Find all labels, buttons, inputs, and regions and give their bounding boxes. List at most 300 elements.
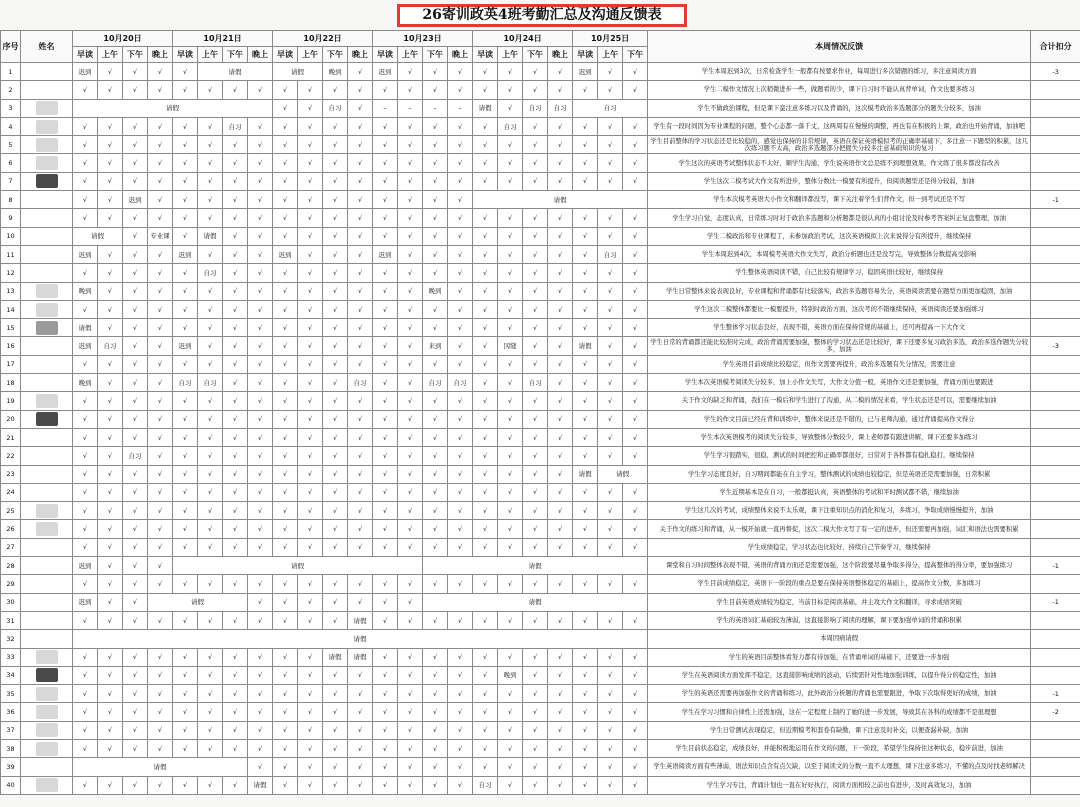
- attendance-cell: √: [398, 575, 423, 593]
- attendance-cell: √: [548, 648, 573, 666]
- attendance-cell: √: [98, 538, 123, 556]
- attendance-cell: 自习: [173, 374, 198, 392]
- weekly-feedback: 学生本次模考英语大小作文和翻译都没写，课下关注着学生们背作文，但一到考试还是不写: [648, 191, 1031, 209]
- attendance-cell: √: [323, 191, 348, 209]
- attendance-cell: √: [473, 136, 498, 154]
- attendance-cell: √: [448, 355, 473, 373]
- attendance-cell: √: [198, 648, 223, 666]
- attendance-cell: √: [298, 410, 323, 428]
- attendance-cell: √: [373, 721, 398, 739]
- redaction-blur: [36, 321, 58, 335]
- attendance-cell: √: [598, 575, 623, 593]
- attendance-cell: –: [398, 99, 423, 117]
- table-row: [1, 410, 1080, 428]
- attendance-cell: √: [123, 117, 148, 135]
- attendance-cell: √: [98, 264, 123, 282]
- attendance-cell: 请假: [73, 319, 98, 337]
- attendance-cell: √: [473, 154, 498, 172]
- redaction-blur: [36, 357, 58, 371]
- attendance-cell: √: [98, 355, 123, 373]
- attendance-cell: 自习: [598, 245, 623, 263]
- attendance-cell: √: [298, 227, 323, 245]
- slot-header: 上午: [498, 47, 523, 63]
- attendance-cell: √: [548, 392, 573, 410]
- slot-header: 早读: [573, 47, 598, 63]
- attendance-cell: 请假: [73, 227, 123, 245]
- attendance-cell: √: [223, 739, 248, 757]
- attendance-cell: √: [273, 374, 298, 392]
- row-number: 32: [1, 630, 21, 648]
- date-header: 10月25日: [573, 31, 648, 47]
- attendance-cell: √: [373, 392, 398, 410]
- attendance-cell: √: [273, 721, 298, 739]
- attendance-cell: √: [123, 538, 148, 556]
- attendance-cell: √: [398, 374, 423, 392]
- attendance-cell: 迟到: [273, 245, 298, 263]
- attendance-cell: √: [98, 648, 123, 666]
- attendance-cell: 请假: [573, 465, 598, 483]
- attendance-cell: √: [198, 520, 223, 538]
- attendance-cell: 自习: [573, 99, 648, 117]
- attendance-cell: √: [523, 611, 548, 629]
- attendance-cell: 自习: [198, 374, 223, 392]
- attendance-cell: √: [398, 593, 423, 611]
- row-number: 36: [1, 703, 21, 721]
- attendance-cell: √: [323, 154, 348, 172]
- attendance-cell: √: [523, 538, 548, 556]
- total-deduction: [1031, 117, 1080, 135]
- attendance-cell: √: [198, 739, 223, 757]
- attendance-cell: 专业课: [148, 227, 173, 245]
- attendance-cell: √: [598, 758, 623, 776]
- attendance-cell: √: [423, 428, 448, 446]
- attendance-cell: √: [73, 154, 98, 172]
- attendance-cell: √: [298, 575, 323, 593]
- attendance-cell: √: [523, 319, 548, 337]
- attendance-cell: √: [623, 447, 648, 465]
- attendance-cell: √: [273, 209, 298, 227]
- attendance-cell: √: [348, 355, 373, 373]
- attendance-cell: √: [248, 209, 273, 227]
- attendance-cell: √: [98, 209, 123, 227]
- attendance-cell: √: [273, 99, 298, 117]
- attendance-cell: √: [598, 154, 623, 172]
- attendance-cell: √: [498, 300, 523, 318]
- attendance-cell: √: [548, 703, 573, 721]
- attendance-cell: √: [523, 63, 548, 81]
- attendance-cell: √: [498, 520, 523, 538]
- attendance-cell: √: [148, 300, 173, 318]
- total-deduction: -3: [1031, 337, 1080, 355]
- attendance-cell: 晚到: [498, 666, 523, 684]
- attendance-cell: √: [223, 410, 248, 428]
- attendance-cell: √: [298, 300, 323, 318]
- row-number: 18: [1, 374, 21, 392]
- attendance-cell: √: [123, 245, 148, 263]
- total-deduction: [1031, 99, 1080, 117]
- attendance-cell: √: [473, 685, 498, 703]
- row-number: 9: [1, 209, 21, 227]
- redaction-blur: [36, 559, 58, 573]
- attendance-cell: √: [498, 63, 523, 81]
- attendance-cell: –: [448, 99, 473, 117]
- attendance-cell: √: [273, 136, 298, 154]
- attendance-cell: √: [373, 685, 398, 703]
- weekly-feedback: 学生整体英语阅读不错，自己比较有规律学习，稳固英语比较好，继续保持: [648, 264, 1031, 282]
- attendance-cell: √: [598, 502, 623, 520]
- attendance-cell: √: [98, 81, 123, 99]
- weekly-feedback: 学生在英语阅读方面发挥不稳定，这直接影响成绩的波动，后续需针对性地加强训练，以提升得分的稳定性，加油: [648, 666, 1031, 684]
- attendance-cell: √: [123, 666, 148, 684]
- redaction-blur: [36, 65, 58, 79]
- date-header: 10月23日: [373, 31, 473, 47]
- attendance-cell: √: [198, 685, 223, 703]
- attendance-cell: √: [598, 374, 623, 392]
- attendance-cell: √: [523, 154, 548, 172]
- attendance-cell: √: [373, 428, 398, 446]
- attendance-cell: √: [623, 245, 648, 263]
- total-deduction: [1031, 245, 1080, 263]
- weekly-feedback: 学生的英语还需要再加强作文的背诵和练习，此外政治分析题的背诵也需要跟进，争取下次取得更好的成绩，加油: [648, 685, 1031, 703]
- attendance-cell: √: [198, 282, 223, 300]
- row-number: 23: [1, 465, 21, 483]
- attendance-cell: √: [498, 209, 523, 227]
- attendance-cell: √: [598, 172, 623, 190]
- attendance-cell: √: [273, 300, 298, 318]
- attendance-cell: √: [348, 703, 373, 721]
- attendance-cell: √: [523, 465, 548, 483]
- attendance-cell: √: [573, 575, 598, 593]
- table-row: [1, 191, 1080, 209]
- row-number: 24: [1, 483, 21, 501]
- attendance-cell: √: [73, 136, 98, 154]
- attendance-cell: √: [498, 685, 523, 703]
- attendance-cell: √: [423, 575, 448, 593]
- attendance-cell: √: [148, 63, 173, 81]
- attendance-cell: √: [273, 593, 298, 611]
- attendance-cell: 自习: [123, 447, 148, 465]
- attendance-cell: √: [573, 264, 598, 282]
- attendance-cell: √: [148, 154, 173, 172]
- student-name-redacted: [21, 465, 73, 483]
- attendance-cell: 请假: [473, 191, 648, 209]
- slot-header: 下午: [323, 47, 348, 63]
- attendance-cell: √: [373, 209, 398, 227]
- attendance-cell: √: [623, 575, 648, 593]
- attendance-cell: √: [348, 465, 373, 483]
- attendance-cell: √: [248, 575, 273, 593]
- weekly-feedback: 学生近期基本是在自习，一般都挺认真，英语整体的考试和平时测试都不错，继续加油: [648, 483, 1031, 501]
- attendance-cell: √: [273, 666, 298, 684]
- attendance-cell: √: [498, 355, 523, 373]
- weekly-feedback: 学生有一段时间因为专业课程的问题，整个心态都一落千丈，这两周有在慢慢的调整，再也有在积极的上课，政治也开始背诵，加油吧: [648, 117, 1031, 135]
- attendance-cell: √: [123, 593, 148, 611]
- row-number: 37: [1, 721, 21, 739]
- student-name-redacted: [21, 611, 73, 629]
- attendance-cell: √: [473, 227, 498, 245]
- attendance-cell: √: [248, 520, 273, 538]
- table-row: [1, 172, 1080, 190]
- attendance-cell: √: [598, 666, 623, 684]
- attendance-cell: 请假: [423, 557, 648, 575]
- attendance-cell: √: [298, 337, 323, 355]
- row-number: 16: [1, 337, 21, 355]
- attendance-cell: √: [423, 245, 448, 263]
- student-name-redacted: [21, 428, 73, 446]
- attendance-cell: √: [273, 611, 298, 629]
- attendance-cell: √: [98, 392, 123, 410]
- student-name-redacted: [21, 520, 73, 538]
- row-number: 7: [1, 172, 21, 190]
- attendance-cell: √: [473, 410, 498, 428]
- attendance-cell: √: [423, 721, 448, 739]
- attendance-cell: √: [623, 209, 648, 227]
- slot-header: 早读: [173, 47, 198, 63]
- attendance-cell: √: [323, 209, 348, 227]
- attendance-cell: 请假: [573, 337, 598, 355]
- attendance-cell: √: [248, 191, 273, 209]
- attendance-cell: √: [323, 319, 348, 337]
- attendance-cell: √: [573, 739, 598, 757]
- attendance-cell: √: [298, 721, 323, 739]
- slot-header: 晚上: [348, 47, 373, 63]
- attendance-cell: 请假: [423, 593, 648, 611]
- attendance-cell: √: [198, 502, 223, 520]
- attendance-cell: √: [298, 136, 323, 154]
- weekly-feedback: 学生二模政治和专业课程了，未参加政治考试，这次英语模拟上次来说得分有所提升，继续保持: [648, 227, 1031, 245]
- slot-header: 上午: [98, 47, 123, 63]
- attendance-cell: √: [148, 264, 173, 282]
- attendance-cell: √: [273, 154, 298, 172]
- attendance-cell: √: [98, 63, 123, 81]
- attendance-cell: √: [73, 117, 98, 135]
- attendance-cell: √: [448, 63, 473, 81]
- attendance-cell: √: [548, 264, 573, 282]
- attendance-cell: √: [598, 227, 623, 245]
- total-deduction: [1031, 520, 1080, 538]
- attendance-cell: √: [298, 739, 323, 757]
- attendance-cell: √: [223, 172, 248, 190]
- attendance-cell: √: [623, 355, 648, 373]
- attendance-cell: √: [573, 502, 598, 520]
- attendance-cell: √: [598, 117, 623, 135]
- attendance-cell: √: [573, 172, 598, 190]
- attendance-cell: √: [148, 392, 173, 410]
- attendance-cell: √: [248, 172, 273, 190]
- attendance-cell: √: [498, 374, 523, 392]
- weekly-feedback: 关于作文的缺乏和背诵，我们在一模后和学生进行了沟通，从二模的情况来看，学生状态还是可以，需要继续加油: [648, 392, 1031, 410]
- weekly-feedback: 学生日常测试表现稳定，但近期模考和套卷有缺勤，课下注意及时补交，以便查漏补缺，加油: [648, 721, 1031, 739]
- slot-header: 早读: [373, 47, 398, 63]
- attendance-cell: √: [348, 63, 373, 81]
- attendance-cell: 迟到: [73, 593, 98, 611]
- attendance-cell: √: [148, 337, 173, 355]
- redaction-blur: [36, 266, 58, 280]
- total-deduction: [1031, 355, 1080, 373]
- attendance-cell: √: [498, 81, 523, 99]
- student-name-redacted: [21, 666, 73, 684]
- row-number: 13: [1, 282, 21, 300]
- attendance-cell: √: [398, 191, 423, 209]
- attendance-cell: √: [398, 520, 423, 538]
- attendance-cell: √: [548, 410, 573, 428]
- table-row: [1, 300, 1080, 318]
- table-row: [1, 666, 1080, 684]
- attendance-cell: √: [73, 447, 98, 465]
- attendance-cell: √: [98, 282, 123, 300]
- attendance-cell: √: [173, 282, 198, 300]
- attendance-cell: √: [198, 81, 223, 99]
- attendance-cell: √: [373, 410, 398, 428]
- attendance-cell: √: [298, 611, 323, 629]
- attendance-cell: √: [73, 81, 98, 99]
- attendance-cell: √: [148, 374, 173, 392]
- attendance-cell: √: [173, 666, 198, 684]
- redaction-blur: [36, 120, 58, 134]
- weekly-feedback: 学生本周迟到3次，日常检查学生一般都有按要求作业，每周进行多次错题的练习，多注意阅读方面: [648, 63, 1031, 81]
- attendance-cell: √: [148, 666, 173, 684]
- attendance-cell: √: [573, 410, 598, 428]
- attendance-cell: √: [423, 758, 448, 776]
- attendance-cell: √: [123, 337, 148, 355]
- weekly-feedback: 学生日常整体来说表现良好，专业课程和背诵都有比较落实，政治多选题容易失分，英语阅读需要在题型方面更加稳固，加油: [648, 282, 1031, 300]
- attendance-cell: √: [398, 63, 423, 81]
- total-deduction: [1031, 410, 1080, 428]
- attendance-cell: √: [323, 593, 348, 611]
- attendance-cell: √: [98, 154, 123, 172]
- attendance-cell: √: [598, 209, 623, 227]
- attendance-cell: 请假: [198, 227, 223, 245]
- date-header: 10月20日: [73, 31, 173, 47]
- attendance-cell: √: [548, 483, 573, 501]
- attendance-cell: √: [398, 428, 423, 446]
- attendance-cell: 晚到: [423, 282, 448, 300]
- attendance-cell: √: [448, 264, 473, 282]
- attendance-cell: √: [223, 703, 248, 721]
- table-row: [1, 245, 1080, 263]
- attendance-cell: √: [98, 575, 123, 593]
- student-name-redacted: [21, 81, 73, 99]
- table-row: [1, 81, 1080, 99]
- attendance-cell: √: [298, 520, 323, 538]
- attendance-cell: √: [273, 703, 298, 721]
- attendance-cell: √: [623, 337, 648, 355]
- row-number: 40: [1, 776, 21, 794]
- attendance-cell: √: [548, 209, 573, 227]
- attendance-cell: √: [198, 300, 223, 318]
- attendance-cell: √: [223, 465, 248, 483]
- attendance-cell: √: [148, 739, 173, 757]
- attendance-cell: √: [523, 447, 548, 465]
- student-name-redacted: [21, 355, 73, 373]
- attendance-cell: √: [123, 557, 148, 575]
- attendance-cell: √: [123, 209, 148, 227]
- attendance-cell: √: [623, 703, 648, 721]
- attendance-cell: √: [73, 776, 98, 794]
- attendance-cell: √: [248, 355, 273, 373]
- attendance-cell: √: [298, 593, 323, 611]
- attendance-cell: √: [323, 392, 348, 410]
- attendance-cell: √: [198, 410, 223, 428]
- attendance-cell: √: [498, 410, 523, 428]
- attendance-cell: √: [423, 538, 448, 556]
- attendance-cell: √: [473, 739, 498, 757]
- attendance-cell: √: [223, 136, 248, 154]
- attendance-cell: √: [548, 172, 573, 190]
- attendance-cell: √: [373, 154, 398, 172]
- attendance-cell: √: [573, 520, 598, 538]
- attendance-cell: √: [198, 483, 223, 501]
- attendance-cell: √: [548, 154, 573, 172]
- attendance-cell: √: [248, 447, 273, 465]
- attendance-cell: √: [448, 172, 473, 190]
- row-number: 17: [1, 355, 21, 373]
- attendance-cell: √: [598, 447, 623, 465]
- attendance-cell: √: [123, 428, 148, 446]
- attendance-cell: √: [623, 392, 648, 410]
- attendance-cell: √: [173, 209, 198, 227]
- slot-header: 上午: [598, 47, 623, 63]
- attendance-cell: √: [123, 721, 148, 739]
- attendance-cell: √: [523, 758, 548, 776]
- attendance-cell: √: [323, 520, 348, 538]
- attendance-cell: √: [548, 758, 573, 776]
- attendance-cell: √: [73, 520, 98, 538]
- slot-header: 上午: [198, 47, 223, 63]
- attendance-cell: √: [148, 245, 173, 263]
- attendance-cell: √: [598, 337, 623, 355]
- table-row: [1, 538, 1080, 556]
- attendance-cell: √: [398, 355, 423, 373]
- student-name-redacted: [21, 685, 73, 703]
- attendance-cell: √: [398, 117, 423, 135]
- attendance-cell: 请假: [173, 557, 423, 575]
- attendance-cell: √: [573, 776, 598, 794]
- redaction-blur: [36, 540, 58, 554]
- attendance-cell: √: [123, 739, 148, 757]
- attendance-cell: √: [123, 355, 148, 373]
- weekly-feedback: 学生这次的英语考试整体状态不太好，顺学生沟通，学生说英语作文总是练不到理想效果，作文练了很多都没有改善: [648, 154, 1031, 172]
- attendance-cell: √: [273, 264, 298, 282]
- attendance-cell: √: [173, 154, 198, 172]
- attendance-cell: √: [473, 447, 498, 465]
- slot-header: 早读: [73, 47, 98, 63]
- attendance-cell: √: [373, 227, 398, 245]
- row-number: 22: [1, 447, 21, 465]
- attendance-cell: √: [498, 648, 523, 666]
- attendance-cell: √: [173, 355, 198, 373]
- attendance-cell: √: [473, 319, 498, 337]
- attendance-cell: √: [623, 666, 648, 684]
- attendance-cell: √: [173, 392, 198, 410]
- attendance-table: [0, 30, 1080, 795]
- attendance-cell: √: [298, 99, 323, 117]
- total-deduction: [1031, 81, 1080, 99]
- attendance-cell: √: [448, 209, 473, 227]
- attendance-cell: √: [148, 703, 173, 721]
- attendance-cell: √: [123, 575, 148, 593]
- weekly-feedback: 学生的作文目前已经在背和训练中，整体来说还是不错的，已与老师沟通，通过背诵提高作文得分: [648, 410, 1031, 428]
- date-header: 10月21日: [173, 31, 273, 47]
- attendance-cell: √: [598, 282, 623, 300]
- attendance-cell: √: [523, 355, 548, 373]
- attendance-cell: √: [498, 758, 523, 776]
- attendance-cell: √: [223, 520, 248, 538]
- row-number: 31: [1, 611, 21, 629]
- attendance-cell: √: [298, 447, 323, 465]
- attendance-cell: √: [273, 483, 298, 501]
- attendance-cell: √: [298, 154, 323, 172]
